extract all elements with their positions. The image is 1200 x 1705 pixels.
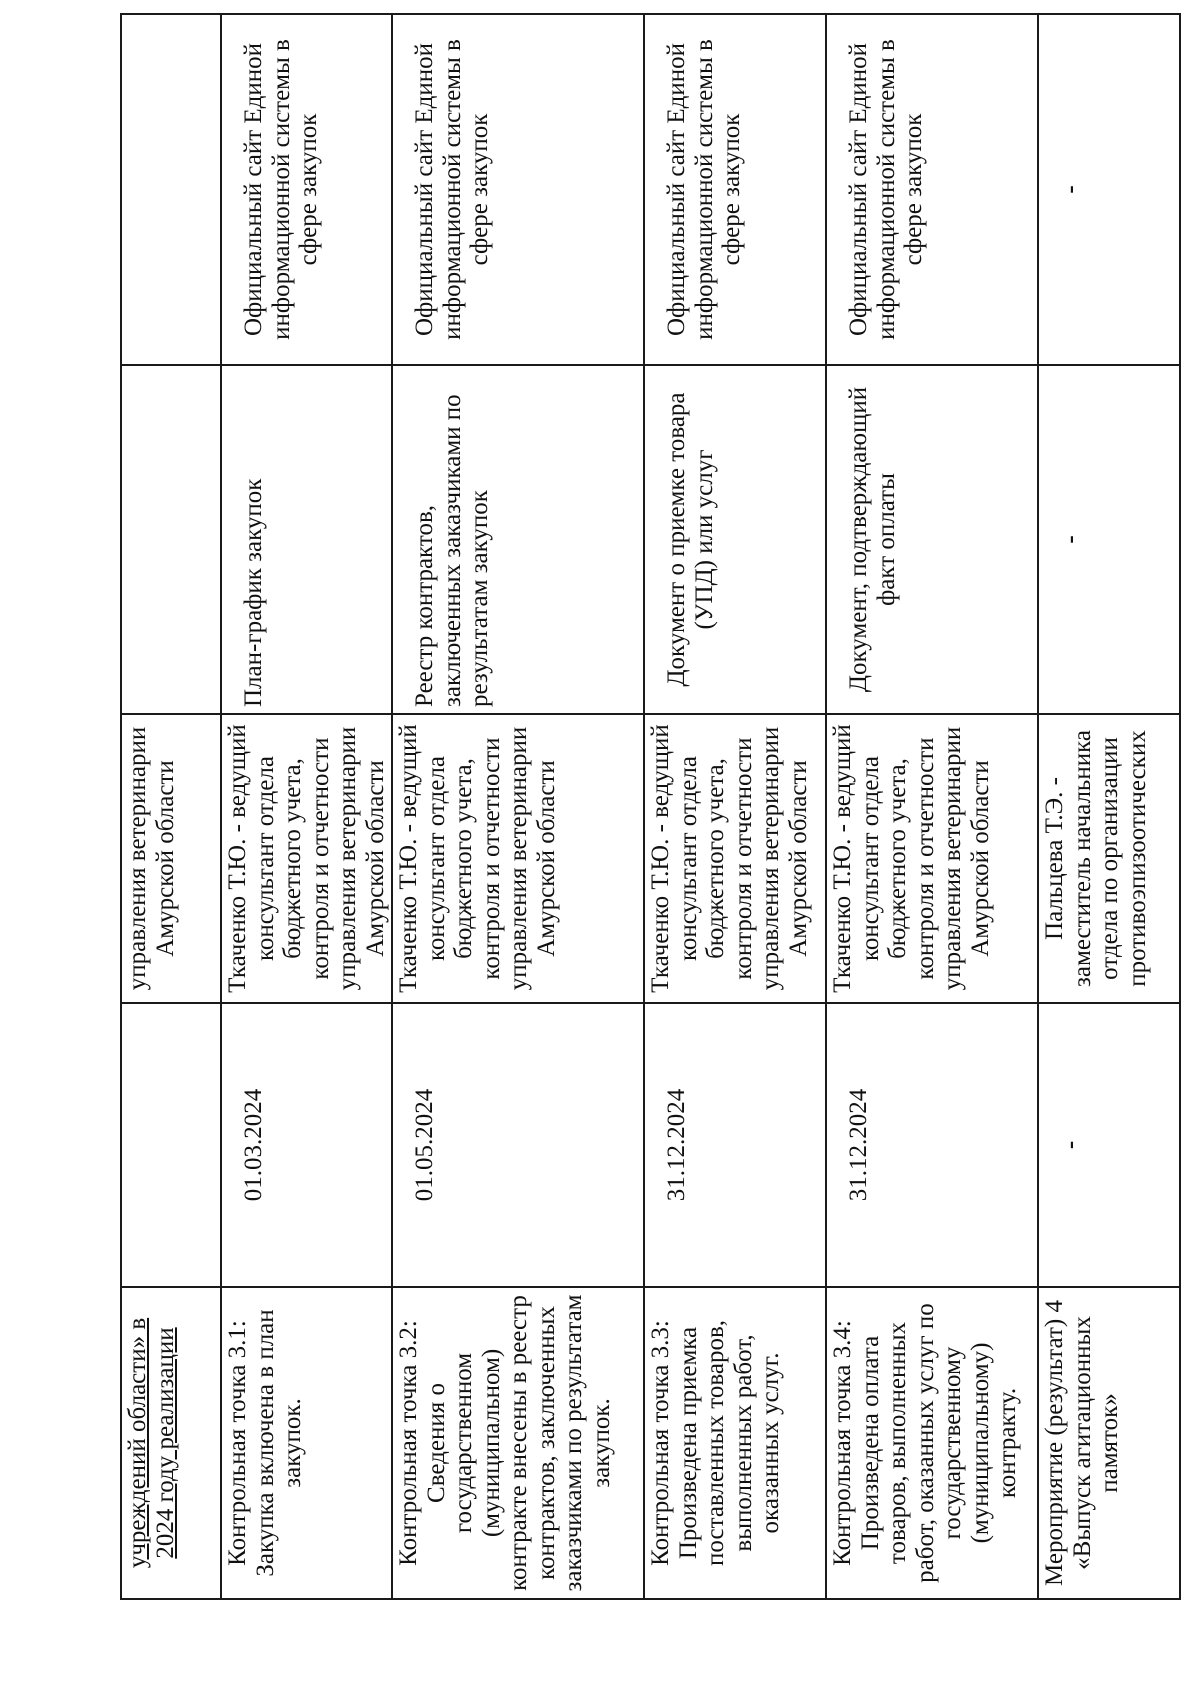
cell-date: 31.12.2024: [644, 1003, 826, 1287]
cell-event: Мероприятие (результат) 4 «Выпуск агитационных памяток»: [1038, 1287, 1180, 1599]
cell-document: Реестр контрактов, заключенных заказчиками по результатам закупок: [392, 365, 644, 714]
cell-document: [121, 365, 221, 714]
cell-info-system: Официальный сайт Единой информационной системы в сфере закупок: [826, 14, 1038, 365]
cell-info-system: Официальный сайт Единой информационной системы в сфере закупок: [644, 14, 826, 365]
cell-info-system: Официальный сайт Единой информационной системы в сфере закупок: [221, 14, 392, 365]
cell-info-system: Официальный сайт Единой информационной системы в сфере закупок: [392, 14, 644, 365]
cell-responsible: Ткаченко Т.Ю. - ведущий консультант отдела бюджетного учета, контроля и отчетности управления ветеринарии Амурской области: [221, 714, 392, 1003]
table-row: [392, 14, 644, 1599]
cell-document: План-график закупок: [221, 365, 392, 714]
cell-responsible: Пальцева Т.Э. - заместитель начальника отдела по организации противоэпизоотических: [1038, 714, 1180, 1003]
table-row: [644, 14, 826, 1599]
plan-table: [120, 13, 1181, 1600]
table-row: [826, 14, 1038, 1599]
cell-event: учреждений области» в 2024 году реализации: [121, 1287, 221, 1599]
cell-document: -: [1038, 365, 1180, 714]
cell-date: [121, 1003, 221, 1287]
cell-responsible: Ткаченко Т.Ю. - ведущий консультант отдела бюджетного учета, контроля и отчетности управления ветеринарии Амурской области: [644, 714, 826, 1003]
table-row: [1038, 14, 1180, 1599]
cell-event: Контрольная точка 3.1: Закупка включена в план закупок.: [221, 1287, 392, 1599]
cell-date: 01.05.2024: [392, 1003, 644, 1287]
table-row: [221, 14, 392, 1599]
cell-info-system: [121, 14, 221, 365]
rotated-table-wrapper: [120, 39, 1151, 1600]
cell-document: Документ о приемке товара (УПД) или услуг: [644, 365, 826, 714]
cell-event: Контрольная точка 3.2: Сведения о государственном (муниципальном) контракте внесены в реестр контрактов, заключенных заказчиками по результатам закупок.: [392, 1287, 644, 1599]
cell-info-system: -: [1038, 14, 1180, 365]
table-row: [121, 14, 221, 1599]
cell-responsible: Ткаченко Т.Ю. - ведущий консультант отдела бюджетного учета, контроля и отчетности управления ветеринарии Амурской области: [826, 714, 1038, 1003]
cell-date: -: [1038, 1003, 1180, 1287]
cell-date: 01.03.2024: [221, 1003, 392, 1287]
cell-event: Контрольная точка 3.4: Произведена оплата товаров, выполненных работ, оказанных услуг по государственному (муниципальному) контракту.: [826, 1287, 1038, 1599]
cell-event: Контрольная точка 3.3: Произведена приемка поставленных товаров, выполненных работ, оказанных услуг.: [644, 1287, 826, 1599]
cell-date: 31.12.2024: [826, 1003, 1038, 1287]
cell-responsible: Ткаченко Т.Ю. - ведущий консультант отдела бюджетного учета, контроля и отчетности управления ветеринарии Амурской области: [392, 714, 644, 1003]
cell-responsible: управления ветеринарии Амурской области: [121, 714, 221, 1003]
cell-document: Документ, подтверждающий факт оплаты: [826, 365, 1038, 714]
